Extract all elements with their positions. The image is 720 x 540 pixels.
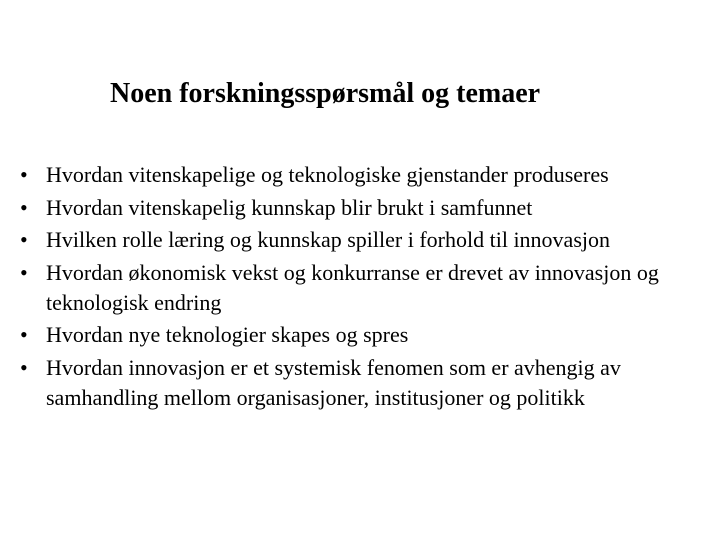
slide-title: Noen forskningsspørsmål og temaer <box>110 78 541 109</box>
bullet-list <box>20 160 700 415</box>
bullet-text: Hvordan nye teknologier skapes og spres <box>46 322 409 347</box>
bullet-text: Hvordan innovasjon er et systemisk fenomen som er avhengig av samhandling mellom organisasjoner, institusjoner og politikk <box>46 354 621 410</box>
bullet-icon: • <box>20 227 28 252</box>
bullet-icon: • <box>20 259 28 285</box>
bullet-item <box>20 353 700 413</box>
bullet-text: Hvordan økonomisk vekst og konkurranse er drevet av innovasjon og teknologisk endring <box>46 259 659 315</box>
bullet-text: Hvordan vitenskapelige og teknologiske gjenstander produseres <box>46 162 609 187</box>
bullet-icon: • <box>20 322 28 347</box>
bullet-icon: • <box>20 354 28 380</box>
bullet-item <box>20 258 700 318</box>
bullet-item <box>20 160 700 190</box>
bullet-item <box>20 320 700 350</box>
bullet-icon: • <box>20 194 28 220</box>
bullet-icon: • <box>20 162 28 187</box>
bullet-text: Hvordan vitenskapelig kunnskap blir brukt i samfunnet <box>46 194 533 220</box>
bullet-item <box>20 225 700 255</box>
bullet-text: Hvilken rolle læring og kunnskap spiller i forhold til innovasjon <box>46 227 610 252</box>
bullet-item <box>20 193 700 223</box>
